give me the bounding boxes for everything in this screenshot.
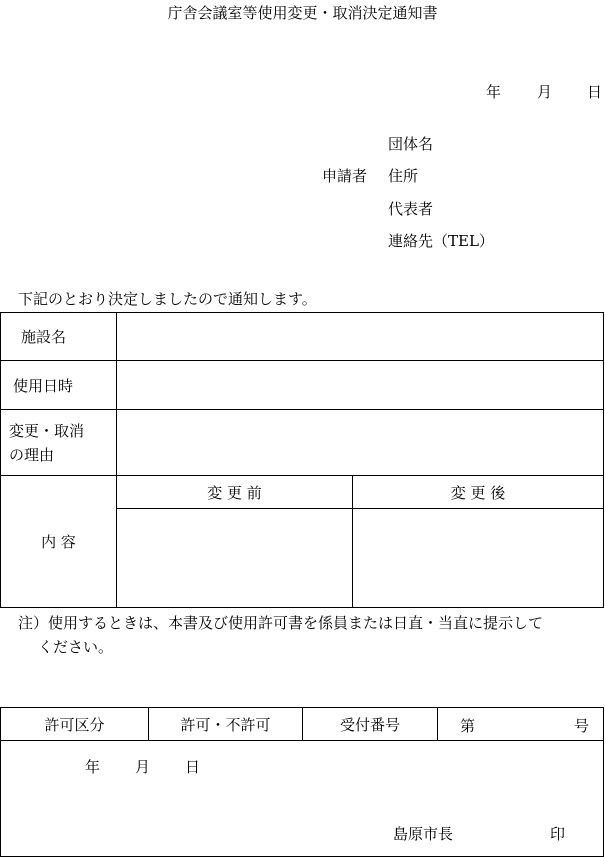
- permit-detail-cell: [1, 741, 604, 857]
- applicant-label: 申請者: [322, 167, 368, 185]
- date-month: 月: [537, 83, 553, 101]
- representative-label: 代表者: [388, 200, 434, 218]
- permit-category-value: 許可・不許可: [149, 708, 303, 741]
- permit-day: 日: [185, 758, 201, 776]
- number-prefix: 第: [460, 717, 476, 735]
- before-field[interactable]: [117, 509, 353, 608]
- date-year: 年: [486, 83, 502, 101]
- intro-text: 下記のとおり決定しましたので通知します。: [18, 290, 317, 308]
- before-header: 変 更 前: [117, 476, 353, 509]
- permit-month: 月: [135, 758, 151, 776]
- mayor-label: 島原市長: [393, 825, 454, 843]
- receipt-number-field[interactable]: [438, 708, 604, 741]
- receipt-number-label: 受付番号: [303, 708, 438, 741]
- permit-year: 年: [85, 758, 101, 776]
- facility-label: 施設名: [1, 313, 117, 361]
- facility-field[interactable]: [117, 313, 604, 361]
- number-suffix: 号: [573, 717, 589, 735]
- after-field[interactable]: [353, 509, 604, 608]
- address-label: 住所: [388, 167, 419, 185]
- reason-label: [1, 410, 117, 476]
- use-datetime-label: 使用日時: [1, 361, 117, 410]
- permit-category-label: 許可区分: [1, 708, 149, 741]
- note-line1: 注）使用するときは、本書及び使用許可書を係員または日直・当直に提示して: [18, 614, 544, 632]
- date-day: 日: [587, 83, 603, 101]
- use-datetime-field[interactable]: [117, 361, 604, 410]
- contact-label: 連絡先（TEL）: [388, 232, 494, 250]
- permit-table: [0, 707, 604, 857]
- reason-label-line1: 変更・取消: [9, 421, 85, 440]
- after-header: 変 更 後: [353, 476, 604, 509]
- group-name-label: 団体名: [388, 135, 434, 153]
- note-line2: ください。: [38, 638, 114, 656]
- seal-mark: 印: [550, 825, 566, 843]
- reason-label-line2: の理由: [9, 445, 55, 464]
- reason-field[interactable]: [117, 410, 604, 476]
- content-label: 内 容: [1, 476, 117, 608]
- details-table: [0, 312, 604, 608]
- document-title: 庁舎会議室等使用変更・取消決定通知書: [167, 4, 438, 22]
